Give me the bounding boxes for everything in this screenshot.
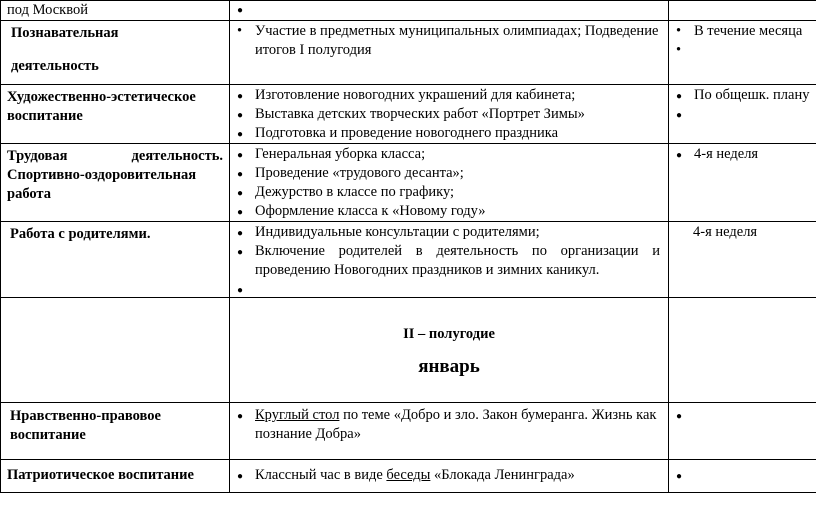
table-row	[1, 403, 816, 460]
bullet-icon: ●	[237, 411, 244, 422]
row-label: Художественно-эстетическое воспитание	[7, 89, 196, 124]
list-item: ● Подготовка и проведение новогоднего праздника	[230, 124, 668, 143]
row-label: Работа с родителями.	[10, 226, 151, 242]
bullet-icon: ●	[676, 471, 683, 482]
bullet-icon: ●	[237, 207, 244, 218]
list-item: ● Дежурство в классе по графику;	[230, 183, 668, 202]
row-label: Трудовая деятельность.	[7, 148, 223, 164]
bullet-icon: ●	[676, 411, 683, 422]
bullet-icon: ●	[237, 247, 244, 258]
bullet-icon: ●	[237, 169, 244, 180]
bullet-icon: ●	[237, 471, 244, 482]
list-item: ● Классный час в виде беседы «Блокада Ленинграда»	[230, 466, 668, 485]
bullet-icon: •	[676, 23, 682, 39]
table-row	[1, 85, 816, 144]
table-row	[1, 298, 816, 403]
list-item: ● Выставка детских творческих работ «Портрет Зимы»	[230, 105, 668, 124]
list-item: ● Оформление класса к «Новому году»	[230, 202, 668, 221]
row-label: деятельность	[11, 58, 99, 74]
bullet-icon: ●	[237, 110, 244, 121]
list-item: ● Включение родителей в деятельность по организации и проведению Новогодних праздников и зимних каникул.	[237, 243, 660, 278]
bullet-icon: ●	[676, 150, 683, 161]
row-label: Нравственно-правовое воспитание	[10, 408, 161, 443]
bullet-icon: ●	[237, 129, 244, 140]
table-row	[1, 460, 816, 493]
list-item: ● 4-я неделя	[669, 145, 816, 164]
list-item: ● По общешк. плану	[669, 86, 816, 105]
bullet-icon: ●	[237, 5, 244, 16]
month-heading: январь	[418, 356, 480, 377]
bullet-icon: •	[237, 23, 243, 39]
table-row	[1, 1, 816, 21]
row-label: Спортивно-оздоровительная работа	[7, 167, 197, 202]
table-row	[1, 21, 816, 85]
list-item: ● Изготовление новогодних украшений для кабинета;	[230, 86, 668, 105]
row-label: Патриотическое воспитание	[7, 467, 194, 483]
list-item: ● Индивидуальные консультации с родителями;	[230, 223, 668, 242]
bullet-icon: ●	[237, 91, 244, 102]
table-row	[1, 144, 816, 222]
list-item: • Участие в предметных муниципальных олимпиадах; Подведение итогов I полугодия	[237, 23, 659, 58]
bullet-icon: ●	[237, 150, 244, 161]
row-label: Познавательная	[11, 25, 119, 41]
row-label: под Москвой	[7, 2, 88, 18]
bullet-icon: ●	[676, 91, 683, 102]
list-item: ● Генеральная уборка класса;	[230, 145, 668, 164]
due-date: 4-я неделя	[693, 224, 758, 240]
bullet-icon: ●	[237, 228, 244, 239]
bullet-icon: ●	[237, 188, 244, 199]
bullet-icon: ●	[676, 110, 683, 121]
bullet-icon: •	[676, 42, 682, 58]
list-item: • В течение месяца	[676, 23, 803, 39]
list-item: ● Проведение «трудового десанта»;	[230, 164, 668, 183]
bullet-icon: ●	[237, 285, 244, 296]
semester-heading: II – полугодие	[403, 326, 495, 342]
list-item: ● Круглый стол по теме «Добро и зло. Закон бумеранга. Жизнь как познание Добра»	[237, 407, 657, 442]
table-row	[1, 222, 816, 298]
